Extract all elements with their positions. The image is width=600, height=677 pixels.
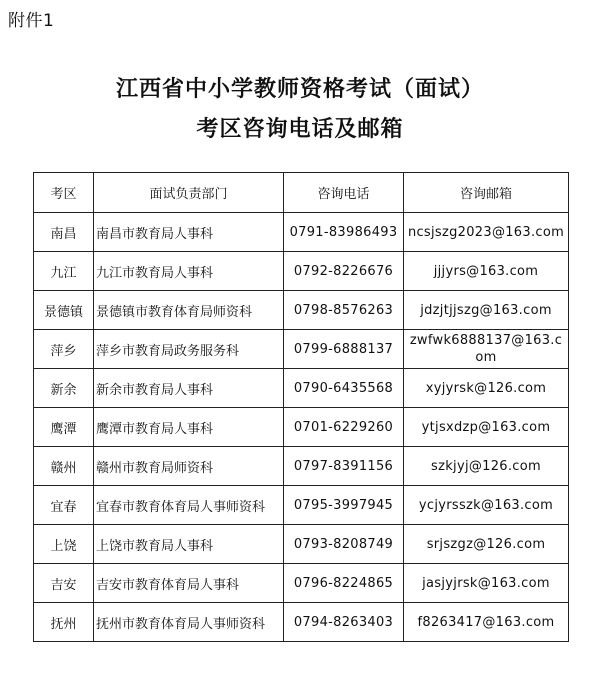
cell-email: jdzjtjjszg@163.com <box>404 291 569 330</box>
table-row <box>34 447 569 486</box>
cell-area: 吉安 <box>34 564 94 603</box>
cell-phone: 0799-6888137 <box>284 330 404 369</box>
cell-email: ncsjszg2023@163.com <box>404 213 569 252</box>
cell-area: 九江 <box>34 252 94 291</box>
cell-area: 鹰潭 <box>34 408 94 447</box>
cell-email: zwfwk6888137@163.com <box>404 330 569 369</box>
cell-department: 南昌市教育局人事科 <box>94 213 284 252</box>
header-email: 咨询邮箱 <box>404 173 569 213</box>
cell-area: 南昌 <box>34 213 94 252</box>
cell-department: 赣州市教育局师资科 <box>94 447 284 486</box>
table-row <box>34 369 569 408</box>
document-title-line-1: 江西省中小学教师资格考试（面试） <box>115 77 484 102</box>
cell-department: 鹰潭市教育局人事科 <box>94 408 284 447</box>
cell-phone: 0792-8226676 <box>284 252 404 291</box>
cell-department: 九江市教育局人事科 <box>94 252 284 291</box>
table-row <box>34 330 569 369</box>
cell-phone: 0793-8208749 <box>284 525 404 564</box>
cell-area: 萍乡 <box>34 330 94 369</box>
cell-phone: 0796-8224865 <box>284 564 404 603</box>
table-row <box>34 486 569 525</box>
contact-table <box>33 172 569 642</box>
table-row <box>34 525 569 564</box>
cell-department: 景德镇市教育体育局师资科 <box>94 291 284 330</box>
table-row <box>34 291 569 330</box>
cell-department: 上饶市教育局人事科 <box>94 525 284 564</box>
table-row <box>34 564 569 603</box>
cell-email: ycjyrsszk@163.com <box>404 486 569 525</box>
table-header-row <box>34 173 569 213</box>
header-phone: 咨询电话 <box>284 173 404 213</box>
cell-phone: 0797-8391156 <box>284 447 404 486</box>
document-title-line-2: 考区咨询电话及邮箱 <box>196 117 404 142</box>
table-row <box>34 408 569 447</box>
header-department: 面试负责部门 <box>94 173 284 213</box>
table-row <box>34 252 569 291</box>
header-area: 考区 <box>34 173 94 213</box>
cell-area: 上饶 <box>34 525 94 564</box>
cell-phone: 0794-8263403 <box>284 603 404 642</box>
cell-email: f8263417@163.com <box>404 603 569 642</box>
cell-phone: 0795-3997945 <box>284 486 404 525</box>
table-row <box>34 603 569 642</box>
cell-department: 抚州市教育体育局人事师资科 <box>94 603 284 642</box>
cell-department: 吉安市教育体育局人事科 <box>94 564 284 603</box>
cell-phone: 0701-6229260 <box>284 408 404 447</box>
cell-area: 赣州 <box>34 447 94 486</box>
cell-email: xyjyrsk@126.com <box>404 369 569 408</box>
cell-department: 萍乡市教育局政务服务科 <box>94 330 284 369</box>
cell-phone: 0790-6435568 <box>284 369 404 408</box>
cell-email: jasjyjrsk@163.com <box>404 564 569 603</box>
cell-phone: 0791-83986493 <box>284 213 404 252</box>
cell-department: 宜春市教育体育局人事师资科 <box>94 486 284 525</box>
cell-email: srjszgz@126.com <box>404 525 569 564</box>
cell-area: 景德镇 <box>34 291 94 330</box>
cell-email: szkjyj@126.com <box>404 447 569 486</box>
cell-area: 新余 <box>34 369 94 408</box>
cell-phone: 0798-8576263 <box>284 291 404 330</box>
table-row <box>34 213 569 252</box>
cell-area: 抚州 <box>34 603 94 642</box>
cell-department: 新余市教育局人事科 <box>94 369 284 408</box>
cell-email: jjjyrs@163.com <box>404 252 569 291</box>
cell-area: 宜春 <box>34 486 94 525</box>
cell-email: ytjsxdzp@163.com <box>404 408 569 447</box>
attachment-label: 附件1 <box>8 11 55 31</box>
